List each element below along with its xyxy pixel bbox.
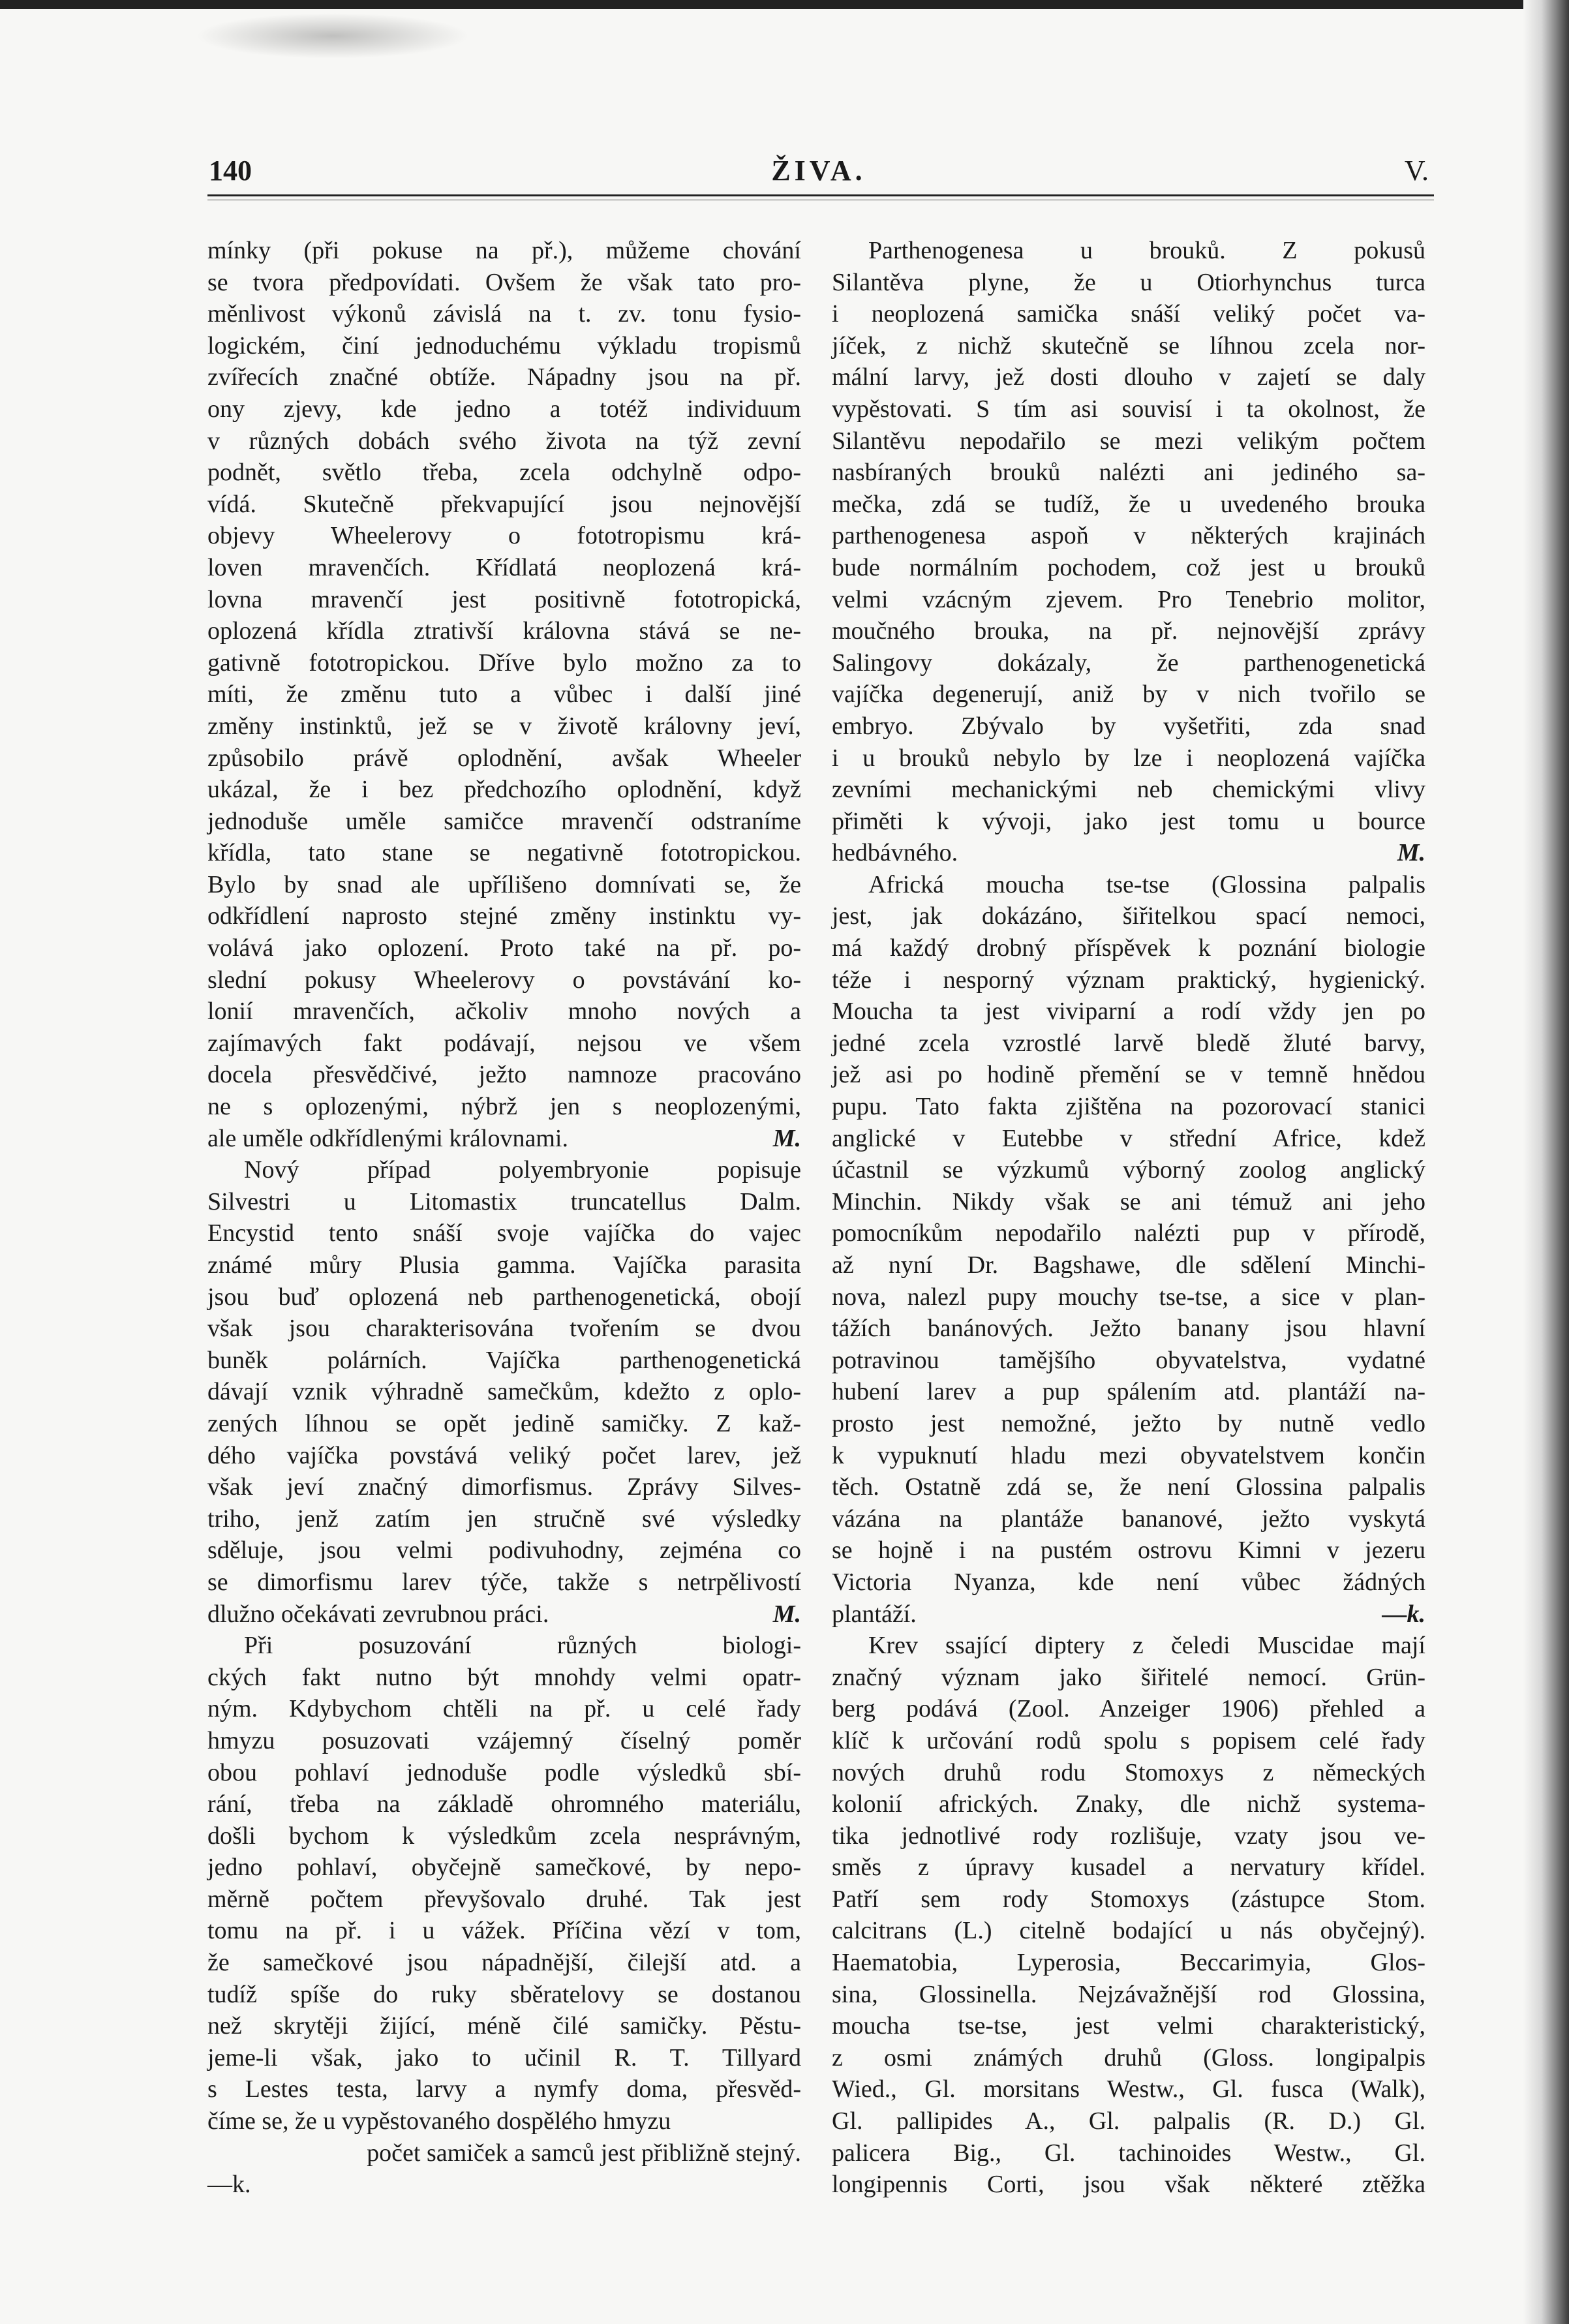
text-line: objevy Wheelerovy o fototropismu krá- bbox=[207, 522, 801, 550]
text-line: nových druhů rodu Stomoxys z německých bbox=[832, 1758, 1425, 1786]
text-line: Patří sem rody Stomoxys (zástupce Stom. bbox=[832, 1885, 1425, 1913]
text-line: Silvestri u Litomastix truncatellus Dalm. bbox=[207, 1187, 801, 1216]
text-line: tážích banánových. Ježto banany jsou hlavní bbox=[832, 1315, 1425, 1343]
text-line: vajíčka degenerují, aniž by v nich tvořilo se bbox=[832, 680, 1425, 709]
text-line: calcitrans (L.) citelně bodající u nás obyčejný). bbox=[832, 1917, 1425, 1945]
text-line: hubení larev a pup spálením atd. plantáží na- bbox=[832, 1378, 1425, 1406]
text-line: hmyzu posuzovati vzájemný číselný poměr bbox=[207, 1726, 801, 1754]
text-line: z osmi známých druhů (Gloss. longipalpis bbox=[832, 2043, 1425, 2072]
text-line: ukázal, že i bez předchozího oplodnění, když bbox=[207, 776, 801, 804]
header-rule bbox=[207, 194, 1434, 196]
text-line: rání, třeba na základě ohromného materiálu, bbox=[207, 1790, 801, 1818]
text-line: Parthenogenesa u brouků. Z pokusů bbox=[868, 237, 1425, 264]
text-line: s Lestes testa, larvy a nymfy doma, přesvěd- bbox=[207, 2075, 801, 2103]
text-line: triho, jenž zatím jen stručně své výsledky bbox=[207, 1505, 801, 1533]
text-line: logickém, činí jednoduchému výkladu tropismů bbox=[207, 331, 801, 359]
text-line: zvířecích značné obtíže. Nápadny jsou na př. bbox=[207, 363, 801, 391]
text-line: počet samiček a samců jest přibližně stejný. bbox=[367, 2139, 801, 2167]
text-line: —k. bbox=[207, 2171, 251, 2199]
left-column bbox=[207, 235, 801, 2201]
text-line: jež asi po hodině přemění se v temně hnědou bbox=[832, 1061, 1425, 1089]
scan-border-right bbox=[1523, 0, 1569, 2324]
text-line: mínky (při pokuse na př.), můžeme chování bbox=[207, 237, 801, 264]
text-line: klíč k určování rodů spolu s popisem celé řady bbox=[832, 1726, 1425, 1754]
text-line: dého vajíčka povstává veliký počet larev, jež bbox=[207, 1441, 801, 1469]
text-line: jednoduše uměle samičce mravenčí odstraníme bbox=[207, 807, 801, 835]
text-line: plantáží. —k. bbox=[832, 1598, 1425, 1630]
text-line: došli bychom k výsledkům zcela nesprávným, bbox=[207, 1822, 801, 1850]
text-line: až nyní Dr. Bagshawe, dle sdělení Minchi- bbox=[832, 1251, 1425, 1279]
text-line: než skrytěji žijící, méně čilé samičky. Pěstu- bbox=[207, 2012, 801, 2040]
text-line: podnět, světlo třeba, zcela odchylně odpo- bbox=[207, 459, 801, 487]
text-line: sina, Glossinella. Nejzávažnější rod Glossina, bbox=[832, 1980, 1425, 2008]
text-line: lonií mravenčích, ačkoliv mnoho nových a bbox=[207, 998, 801, 1026]
running-header bbox=[209, 154, 1429, 193]
text-line: však jeví značný dimorfismus. Zprávy Silves- bbox=[207, 1473, 801, 1501]
text-line: se dimorfismu larev týče, takže s netrpělivostí bbox=[207, 1568, 801, 1596]
text-line: účastnil se výzkumů výborný zoolog anglický bbox=[832, 1156, 1425, 1184]
text-line: embryo. Zbývalo by vyšetřiti, zda snad bbox=[832, 712, 1425, 740]
text-line: Krev ssající diptery z čeledi Muscidae mají bbox=[868, 1632, 1425, 1660]
text-line: zevními mechanickými neb chemickými vlivy bbox=[832, 776, 1425, 804]
text-line: v různých dobách svého života na týž zevní bbox=[207, 427, 801, 455]
journal-title: ŽIVA. bbox=[771, 155, 866, 187]
text-line: měrně počtem převyšovalo druhé. Tak jest bbox=[207, 1885, 801, 1913]
text-line: se hojně i na pustém ostrovu Kimni v jezeru bbox=[832, 1537, 1425, 1565]
text-line: ale uměle odkřídlenými královnami. M. bbox=[207, 1123, 801, 1155]
text-line: parthenogenesa aspoň v některých krajinách bbox=[832, 522, 1425, 550]
text-line: velmi vzácným zjevem. Pro Tenebrio molitor, bbox=[832, 585, 1425, 613]
author-signature: M. bbox=[772, 1124, 801, 1152]
text-line: i neoplozená samička snáší veliký počet va- bbox=[832, 300, 1425, 328]
text-line: kolonií afrických. Znaky, dle nichž systema- bbox=[832, 1790, 1425, 1818]
text-line: nasbíraných brouků nalézti ani jediného sa- bbox=[832, 459, 1425, 487]
text-line: však jsou charakterisována tvořením se dvou bbox=[207, 1315, 801, 1343]
text-line: zených líhnou se opět jedině samičky. Z kaž- bbox=[207, 1409, 801, 1437]
text-line: docela přesvědčivé, ježto namnoze pracováno bbox=[207, 1061, 801, 1089]
text-line: mečka, zdá se tudíž, že u uvedeného brouka bbox=[832, 490, 1425, 518]
text-line: Victoria Nyanza, kde není vůbec žádných bbox=[832, 1568, 1425, 1596]
text-line: mální larvy, jež dosti dlouho v zajetí se daly bbox=[832, 363, 1425, 391]
text-line: změny instinktů, jež se v životě královny jeví, bbox=[207, 712, 801, 740]
text-line: směs z úpravy kusadel a nervatury křídel. bbox=[832, 1854, 1425, 1882]
text-line: vypěstovati. S tím asi souvisí i ta okolnost, že bbox=[832, 395, 1425, 423]
author-signature: —k. bbox=[1382, 1600, 1425, 1628]
author-signature: M. bbox=[772, 1600, 801, 1628]
text-line: těch. Ostatně zdá se, že není Glossina palpalis bbox=[832, 1473, 1425, 1501]
text-line: se tvora předpovídati. Ovšem že však tato pro- bbox=[207, 268, 801, 296]
text-line: loven mravenčích. Křídlatá neoplozená krá- bbox=[207, 553, 801, 581]
text-line: prosto jest nemožné, ježto by nutně vedlo bbox=[832, 1409, 1425, 1437]
volume-number: V. bbox=[1404, 155, 1429, 187]
text-line: zajímavých fakt podávají, nejsou ve všem bbox=[207, 1029, 801, 1057]
text-line: bude normálním pochodem, což jest u brouků bbox=[832, 553, 1425, 581]
text-line: hedbávného. M. bbox=[832, 837, 1425, 869]
text-line: Encystid tento snáší svoje vajíčka do vajec bbox=[207, 1219, 801, 1247]
text-line: přiměti k vývoji, jako jest tomu u bource bbox=[832, 807, 1425, 835]
text-line: sděluje, jsou velmi podivuhodny, zejména co bbox=[207, 1537, 801, 1565]
text-line: anglické v Eutebbe v střední Africe, kdež bbox=[832, 1124, 1425, 1152]
text-line: jsou buď oplozená neb parthenogenetická, obojí bbox=[207, 1283, 801, 1311]
text-line: značný význam jako šiřitelé nemocí. Grün- bbox=[832, 1663, 1425, 1691]
text-line: buněk polárních. Vajíčka parthenogenetická bbox=[207, 1346, 801, 1374]
text-line: jeme-li však, jako to učinil R. T. Tillyard bbox=[207, 2043, 801, 2072]
text-line: jíček, z nichž skutečně se líhnou zcela nor- bbox=[832, 331, 1425, 359]
text-line: dávají vznik výhradně samečkům, kdežto z oplo- bbox=[207, 1378, 801, 1406]
right-column bbox=[832, 235, 1425, 2201]
text-line: Nový případ polyembryonie popisuje bbox=[244, 1156, 801, 1184]
text-line: ony zjevy, kde jedno a totéž individuum bbox=[207, 395, 801, 423]
text-line: moucha tse-tse, jest velmi charakteristický, bbox=[832, 2012, 1425, 2040]
text-line: longipennis Corti, jsou však některé ztěžka bbox=[832, 2171, 1425, 2199]
text-line: Africká moucha tse-tse (Glossina palpalis bbox=[868, 870, 1425, 898]
text-line: Bylo by snad ale upřílišeno domnívati se, že bbox=[207, 870, 801, 898]
text-line: tomu na př. i u vážek. Příčina vězí v tom, bbox=[207, 1917, 801, 1945]
text-line: téže i nesporný význam praktický, hygienický. bbox=[832, 966, 1425, 994]
scan-border-top bbox=[0, 0, 1569, 9]
text-line: tudíž spíše do ruky sběratelovy se dostanou bbox=[207, 1980, 801, 2008]
text-line: oplozená křídla ztrativší královna stává se ne- bbox=[207, 617, 801, 645]
text-line: že samečkové jsou nápadnější, čilejší atd. a bbox=[207, 1949, 801, 1977]
text-line: k vypuknutí hladu mezi obyvatelstvem končin bbox=[832, 1441, 1425, 1469]
text-line: berg podává (Zool. Anzeiger 1906) přehled a bbox=[832, 1695, 1425, 1723]
text-line: Haematobia, Lyperosia, Beccarimyia, Glos- bbox=[832, 1949, 1425, 1977]
text-line: vázána na plantáže bananové, ježto vyskytá bbox=[832, 1505, 1425, 1533]
text-line: ným. Kdybychom chtěli na př. u celé řady bbox=[207, 1695, 801, 1723]
text-line: Wied., Gl. morsitans Westw., Gl. fusca (Walk), bbox=[832, 2075, 1425, 2103]
text-line: ne s oplozenými, nýbrž jen s neoplozenými, bbox=[207, 1093, 801, 1121]
text-line: potravinou tamějšího obyvatelstva, vydatné bbox=[832, 1346, 1425, 1374]
text-line: jedné zcela vzrostlé larvě bledě žluté barvy, bbox=[832, 1029, 1425, 1057]
text-line: lovna mravenčí jest positivně fototropická, bbox=[207, 585, 801, 613]
text-line: Silantěvu nepodařilo se mezi velikým počtem bbox=[832, 427, 1425, 455]
text-line: Salingovy dokázaly, že parthenogenetická bbox=[832, 649, 1425, 677]
page-number: 140 bbox=[209, 155, 252, 187]
text-line: Při posuzování různých biologi- bbox=[244, 1632, 801, 1660]
text-line: má každý drobný příspěvek k poznání biologie bbox=[832, 934, 1425, 962]
text-line: vídá. Skutečně překvapující jsou nejnovější bbox=[207, 490, 801, 518]
text-line: míti, že změnu tuto a vůbec i další jiné bbox=[207, 680, 801, 709]
text-line: Gl. pallipides A., Gl. palpalis (R. D.) Gl. bbox=[832, 2107, 1425, 2135]
text-line: jedno pohlaví, obyčejně samečkové, by nepo- bbox=[207, 1854, 801, 1882]
text-line: pomocníkům nepodařilo nalézti pup v přírodě, bbox=[832, 1219, 1425, 1247]
text-line: měnlivost výkonů závislá na t. zv. tonu fysio- bbox=[207, 300, 801, 328]
author-signature: M. bbox=[1397, 839, 1425, 867]
text-line: palicera Big., Gl. tachinoides Westw., Gl. bbox=[832, 2139, 1425, 2167]
text-line: dlužno očekávati zevrubnou práci. M. bbox=[207, 1598, 801, 1630]
scan-smudge bbox=[196, 13, 470, 59]
text-line: i u brouků nebylo by lze i neoplozená vajíčka bbox=[832, 744, 1425, 772]
text-line: volává jako oplození. Proto také na př. po- bbox=[207, 934, 801, 962]
text-line: jest, jak dokázáno, šiřitelkou spací nemoci, bbox=[832, 902, 1425, 930]
text-line: známé můry Plusia gamma. Vajíčka parasita bbox=[207, 1251, 801, 1279]
text-line: křídla, tato stane se negativně fototropickou. bbox=[207, 839, 801, 867]
text-line: obou pohlaví jednoduše podle výsledků sbí- bbox=[207, 1758, 801, 1786]
text-line: odkřídlení naprosto stejné změny instinktu vy- bbox=[207, 902, 801, 930]
text-line: Minchin. Nikdy však se ani témuž ani jeho bbox=[832, 1187, 1425, 1216]
text-line: číme se, že u vypěstovaného dospělého hmyzu bbox=[207, 2107, 671, 2135]
text-line: moučného brouka, na př. nejnovější zprávy bbox=[832, 617, 1425, 645]
text-line: Silantěva plyne, že u Otiorhynchus turca bbox=[832, 268, 1425, 296]
text-line: gativně fototropickou. Dříve bylo možno za to bbox=[207, 649, 801, 677]
text-line: pupu. Tato fakta zjištěna na pozorovací stanici bbox=[832, 1093, 1425, 1121]
text-line: způsobilo právě oplodnění, avšak Wheeler bbox=[207, 744, 801, 772]
text-line: nova, nalezl pupy mouchy tse-tse, a sice v plan- bbox=[832, 1283, 1425, 1311]
text-line: tika jednotlivé rody rozlišuje, vzaty jsou ve- bbox=[832, 1822, 1425, 1850]
text-line: ckých fakt nutno být mnohdy velmi opatr- bbox=[207, 1663, 801, 1691]
text-line: slední pokusy Wheelerovy o povstávání ko- bbox=[207, 966, 801, 994]
text-line: Moucha ta jest viviparní a rodí vždy jen po bbox=[832, 998, 1425, 1026]
